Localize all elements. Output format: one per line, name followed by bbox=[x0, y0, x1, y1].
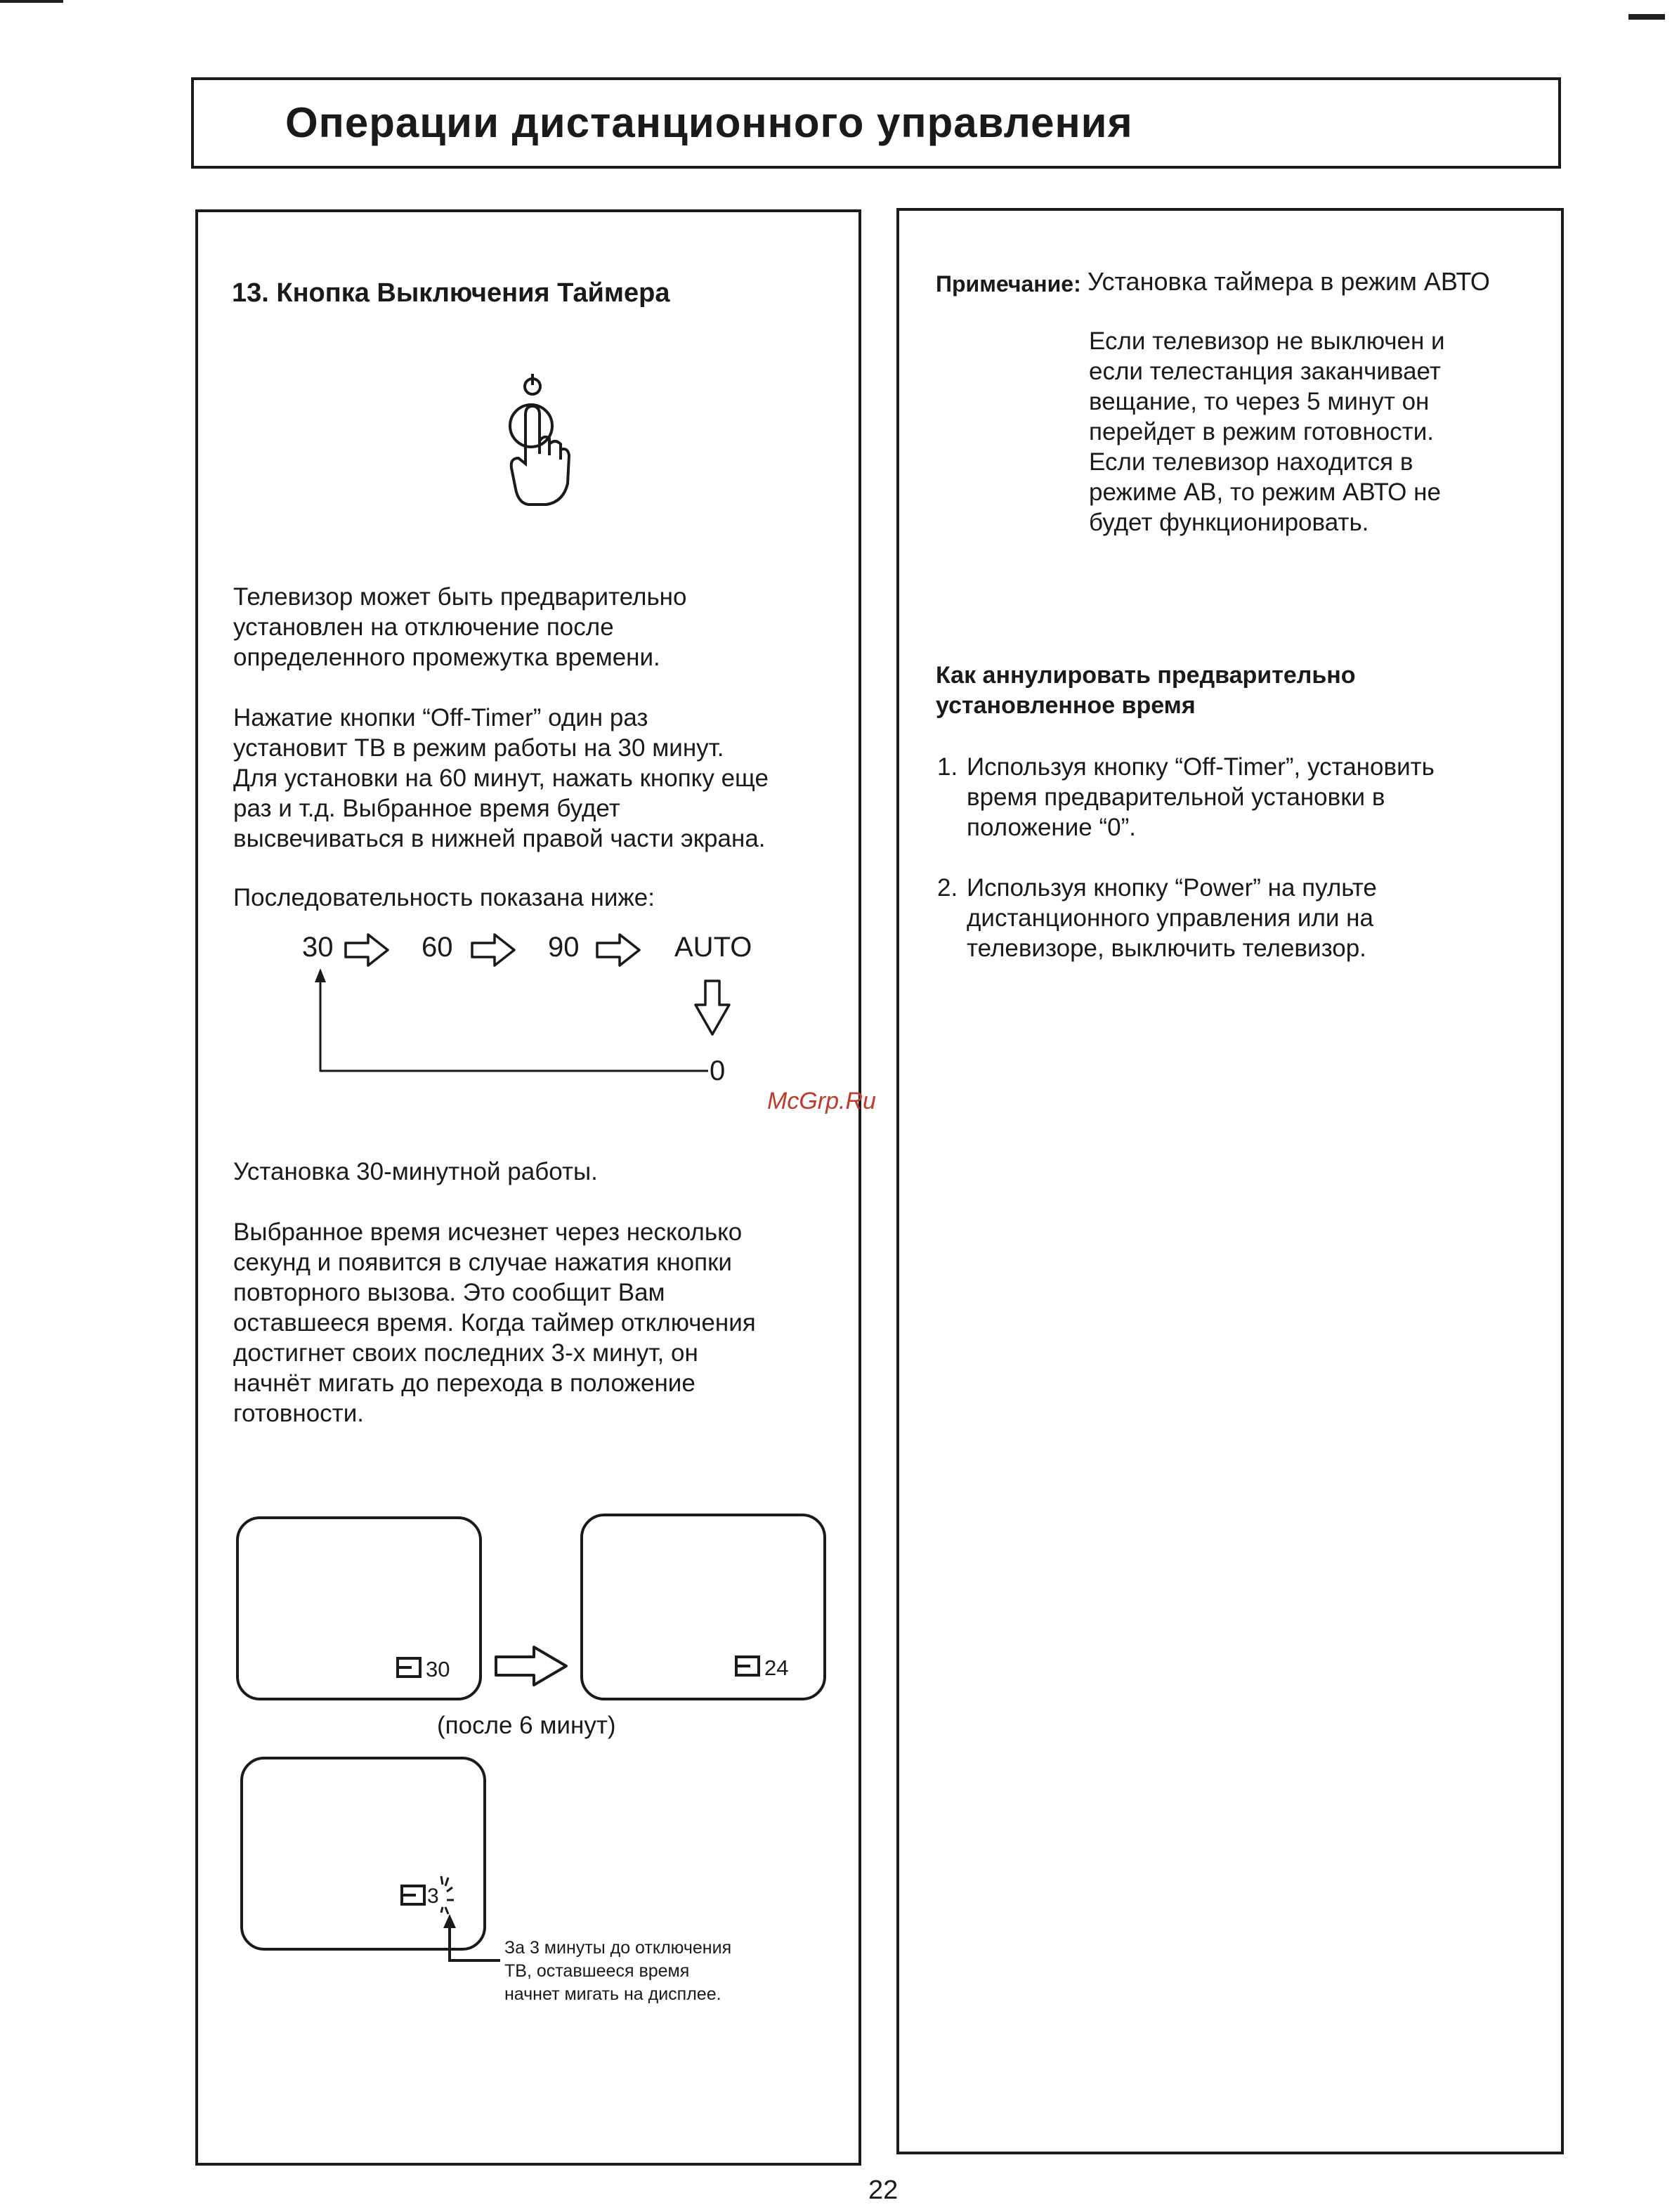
tv-timer-value: 24 bbox=[764, 1655, 789, 1680]
intro-line: Телевизор может быть предварительно bbox=[233, 583, 687, 611]
section-title: 13. Кнопка Выключения Таймера bbox=[232, 278, 670, 308]
cancel-step-1 bbox=[937, 752, 1513, 850]
cancel-heading bbox=[936, 661, 1356, 721]
step-line: Используя кнопку “Off-Timer”, установить bbox=[967, 753, 1435, 781]
note-title: Установка таймера в режим АВТО bbox=[1088, 267, 1490, 296]
step-body bbox=[967, 752, 1435, 842]
press-line: высвечиваться в нижней правой части экрана. bbox=[233, 825, 766, 852]
watermark: McGrp.Ru bbox=[767, 1088, 876, 1114]
sequence-diagram-arrows bbox=[309, 928, 745, 1096]
cancel-step-2 bbox=[937, 873, 1513, 971]
sequence-60: 60 bbox=[422, 932, 453, 963]
disappear-line: достигнет своих последних 3-х минут, он bbox=[233, 1339, 698, 1367]
step-line: дистанционного управления или на bbox=[967, 904, 1373, 932]
note-line: если телестанция заканчивает bbox=[1089, 358, 1441, 385]
note-label: Примечание: bbox=[936, 271, 1081, 297]
sequence-auto: AUTO bbox=[674, 932, 752, 963]
note-line: режиме АВ, то режим АВТО не bbox=[1089, 479, 1441, 506]
intro-line: определенного промежутка времени. bbox=[233, 644, 660, 671]
disappear-line: Выбранное время исчезнет через несколько bbox=[233, 1218, 743, 1246]
step-body bbox=[967, 873, 1377, 963]
note-paragraph bbox=[1089, 326, 1445, 538]
blink-caption bbox=[504, 1937, 731, 2006]
scan-mark-top-right bbox=[1628, 14, 1665, 20]
tv-screen-30 bbox=[236, 1516, 482, 1700]
tv-timer-value: 3 bbox=[427, 1885, 439, 1908]
caption-line: За 3 минуты до отключения bbox=[504, 1938, 732, 1958]
arrow-right-icon bbox=[346, 935, 388, 965]
disappear-line: повторного вызова. Это сообщит Вам bbox=[233, 1279, 665, 1306]
arrow-up-icon bbox=[315, 968, 326, 982]
disappear-line: начнёт мигать до перехода в положение bbox=[233, 1370, 695, 1397]
note-line: Если телевизор находится в bbox=[1089, 448, 1413, 476]
caption-line: начнет мигать на дисплее. bbox=[504, 1984, 721, 2004]
cancel-heading-line: Как аннулировать предварительно bbox=[936, 662, 1356, 689]
caption-line: ТВ, оставшееся время bbox=[504, 1961, 690, 1981]
caption-pointer bbox=[434, 1913, 504, 1969]
sequence-30: 30 bbox=[302, 932, 334, 963]
title-box bbox=[191, 77, 1561, 169]
disappear-line: готовности. bbox=[233, 1400, 364, 1427]
arrow-right-icon bbox=[472, 935, 514, 965]
press-line: Нажатие кнопки “Off-Timer” один раз bbox=[233, 704, 648, 731]
arrow-down-icon bbox=[695, 981, 729, 1034]
press-line: Для установки на 60 минут, нажать кнопку еще bbox=[233, 765, 769, 792]
tv-timer-value: 30 bbox=[426, 1657, 450, 1681]
timer-icon bbox=[735, 1655, 760, 1677]
sequence-intro: Последовательность показана ниже: bbox=[233, 884, 655, 911]
press-paragraph bbox=[233, 703, 769, 854]
sequence-90: 90 bbox=[548, 932, 580, 963]
step-line: телевизоре, выключить телевизор. bbox=[967, 935, 1366, 962]
scan-mark-top-left bbox=[0, 0, 63, 3]
disappear-paragraph bbox=[233, 1217, 756, 1429]
step-number: 1. bbox=[937, 753, 958, 781]
page-title: Операции дистанционного управления bbox=[285, 99, 1133, 146]
intro-paragraph bbox=[233, 582, 686, 672]
off-timer-button-icon bbox=[500, 371, 577, 512]
note-line: вещание, то через 5 минут он bbox=[1089, 388, 1430, 415]
press-line: раз и т.д. Выбранное время будет bbox=[233, 795, 620, 822]
press-line: установит ТВ в режим работы на 30 минут. bbox=[233, 734, 724, 762]
sequence-zero: 0 bbox=[710, 1055, 726, 1086]
note-line: Если телевизор не выключен и bbox=[1089, 327, 1445, 355]
after-6-minutes-label: (после 6 минут) bbox=[437, 1712, 616, 1739]
cancel-heading-line: установленное время bbox=[936, 692, 1196, 719]
setup-text: Установка 30-минутной работы. bbox=[233, 1158, 598, 1185]
disappear-line: оставшееся время. Когда таймер отключения bbox=[233, 1309, 756, 1336]
step-line: время предварительной установки в bbox=[967, 783, 1385, 811]
page-number: 22 bbox=[868, 2175, 899, 2205]
tv-screen-24 bbox=[580, 1514, 826, 1700]
step-line: Используя кнопку “Power” на пульте bbox=[967, 874, 1377, 902]
timer-icon bbox=[396, 1657, 422, 1678]
arrow-right-icon bbox=[597, 935, 639, 965]
note-line: будет функционировать. bbox=[1089, 509, 1369, 536]
intro-line: установлен на отключение после bbox=[233, 613, 614, 641]
disappear-line: секунд и появится в случае нажатия кнопки bbox=[233, 1249, 732, 1276]
note-line: перейдет в режим готовности. bbox=[1089, 418, 1434, 445]
step-line: положение “0”. bbox=[967, 814, 1136, 841]
arrow-right-icon bbox=[493, 1644, 570, 1688]
step-number: 2. bbox=[937, 874, 958, 902]
